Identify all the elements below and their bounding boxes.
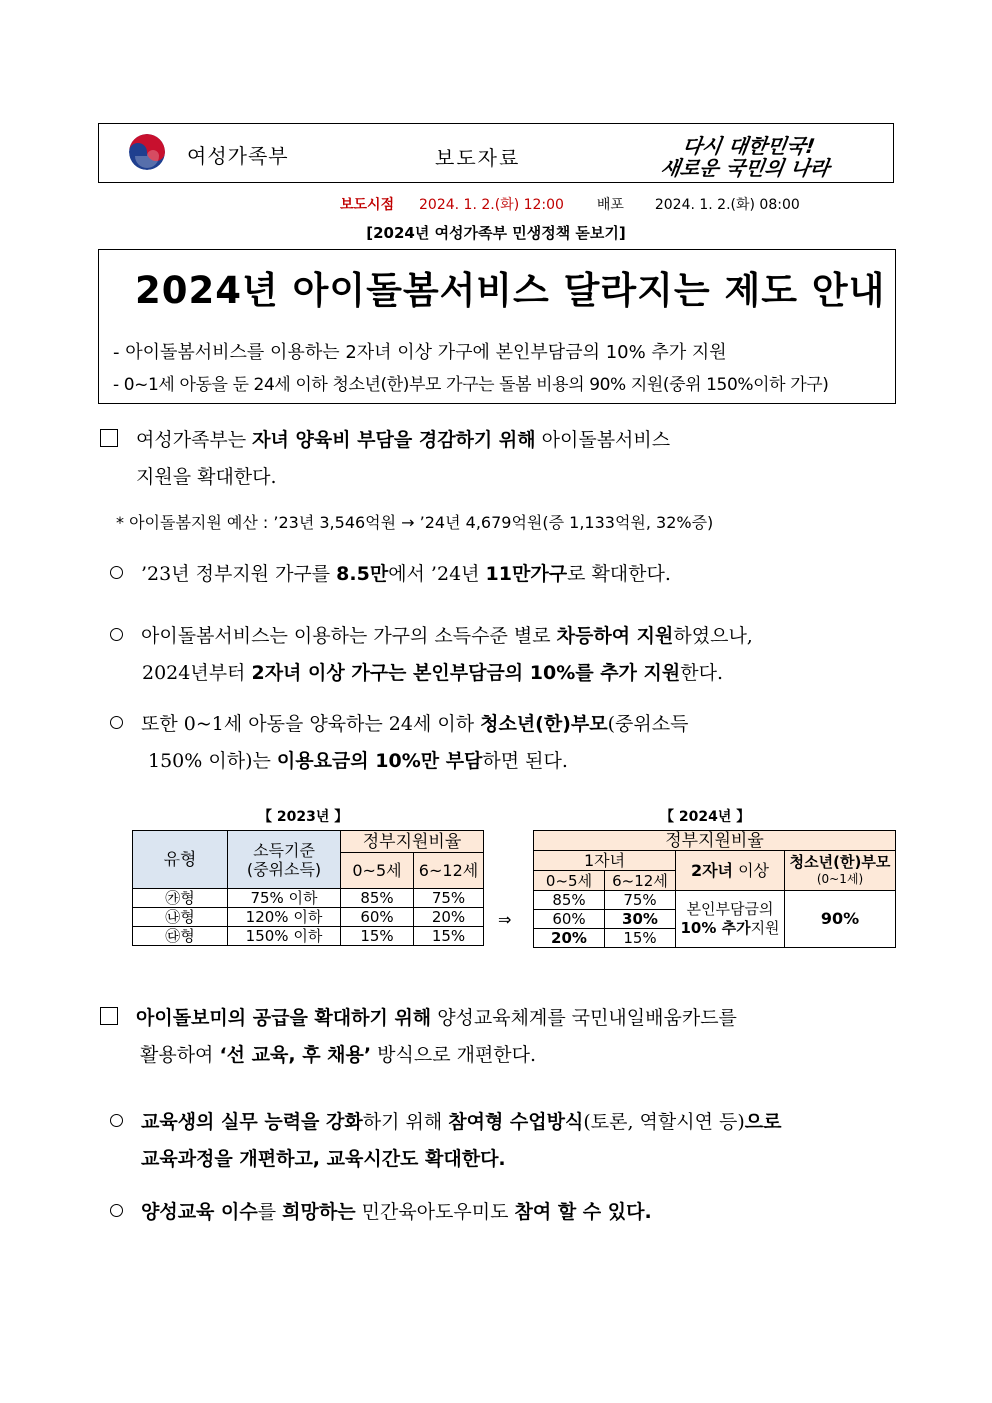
paragraph-3 <box>110 618 753 692</box>
table-row <box>133 908 484 927</box>
square-bullet-icon <box>100 429 118 447</box>
header-income: 소득기준 (중위소득) <box>228 831 341 889</box>
table-2023-label: 【 2023년 】 <box>258 809 349 825</box>
cell: 20% <box>414 908 484 927</box>
distribution-label: 배포 <box>596 197 624 213</box>
cell: 75% 이하 <box>228 889 341 908</box>
text-bold: 참여형 수업방식 <box>448 1111 584 1133</box>
budget-note: * 아이돌봄지원 예산 : ’23년 3,546억원 → ’24년 4,679억원(증 1,133억원, 32%증) <box>116 513 714 532</box>
text: 를 <box>257 1201 283 1223</box>
text: (0~1세) <box>816 872 864 886</box>
text-bold: 10% 추가 <box>680 919 751 937</box>
series-label: [2024년 여성가족부 민생정책 돋보기] <box>366 224 626 242</box>
text: 여성가족부는 <box>136 429 253 451</box>
cell: 15% <box>341 927 414 946</box>
slogan-line-1: 다시 대한민국! <box>681 134 817 158</box>
header-age-0-5: 0~5세 <box>341 853 414 889</box>
header-rate: 정부지원비율 <box>534 831 896 851</box>
text-bold: 청소년(한)부모 <box>480 713 608 735</box>
header-rate: 정부지원비율 <box>341 831 484 853</box>
text: 아이돌봄서비스 <box>535 429 671 451</box>
square-bullet-icon <box>100 1007 118 1025</box>
cell: 120% 이하 <box>228 908 341 927</box>
table-2024 <box>533 830 896 948</box>
cell: 75% <box>414 889 484 908</box>
text-bold: 자녀 양육비 부담을 경감하기 위해 <box>252 429 536 451</box>
paragraph-1 <box>100 422 670 496</box>
header-two-children <box>676 851 785 891</box>
title-box <box>98 249 896 404</box>
circle-bullet-icon <box>110 628 123 641</box>
cell: 150% 이하 <box>228 927 341 946</box>
arrow-icon: ⇒ <box>498 910 512 929</box>
text-bold: 으로 <box>744 1111 782 1133</box>
text: 아이돌봄서비스는 이용하는 가구의 소득수준 별로 <box>141 625 557 647</box>
header-one-child: 1자녀 <box>534 851 676 871</box>
header-box <box>98 123 894 183</box>
text-bold: 교육생의 실무 능력을 강화 <box>141 1111 363 1133</box>
text: 활용하여 <box>140 1044 220 1066</box>
text-bold: 양성교육 이수 <box>141 1201 258 1223</box>
cell: 60% <box>341 908 414 927</box>
cell: ㉮형 <box>133 889 228 908</box>
header-type: 유형 <box>133 831 228 889</box>
subtitle-1: - 아이돌봄서비스를 이용하는 2자녀 이상 가구에 본인부담금의 10% 추가 지원 <box>113 342 727 363</box>
ministry-name: 여성가족부 <box>187 144 289 168</box>
table-2023 <box>132 830 484 946</box>
text: 민간육아도우미도 <box>355 1201 515 1223</box>
table-2024-label: 【 2024년 】 <box>660 809 751 825</box>
header-youth-parent <box>785 851 896 891</box>
text-bold: 2자녀 이상 가구는 본인부담금의 10%를 추가 지원 <box>251 662 681 684</box>
paragraph-4 <box>110 706 688 780</box>
text: 2024년부터 <box>142 662 252 684</box>
text-bold: 11만가구 <box>485 563 568 585</box>
text-bold: 이용요금의 10%만 부담 <box>276 750 483 772</box>
text: 하면 된다. <box>482 750 568 772</box>
circle-bullet-icon <box>110 566 123 579</box>
text: 또한 0~1세 아동을 양육하는 24세 이하 <box>141 713 481 735</box>
text: 하기 위해 <box>362 1111 449 1133</box>
circle-bullet-icon <box>110 716 123 729</box>
text: 에서 ’24년 <box>388 563 486 585</box>
circle-bullet-icon <box>110 1204 123 1217</box>
release-date: 2024. 1. 2.(화) 12:00 <box>419 197 564 213</box>
text: 본인부담금의 <box>686 900 774 918</box>
paragraph-7 <box>110 1194 652 1231</box>
government-emblem-icon <box>129 134 165 170</box>
main-title: 2024년 아이돌봄서비스 달라지는 제도 안내 <box>135 269 886 312</box>
text-bold: 교육과정을 개편하고, 교육시간도 확대한다. <box>141 1148 506 1170</box>
text-bold: 희망하는 <box>282 1201 356 1223</box>
text: 양성교육체계를 국민내일배움카드를 <box>431 1007 737 1029</box>
distribution-date: 2024. 1. 2.(화) 08:00 <box>654 197 800 213</box>
text: 한다. <box>680 662 723 684</box>
cell: 75% <box>605 891 676 910</box>
text: 로 확대한다. <box>567 563 671 585</box>
cell: 30% <box>605 910 676 929</box>
header-age-6-12: 6~12세 <box>605 871 676 891</box>
text: 지원을 확대한다. <box>136 466 277 488</box>
release-label: 보도시점 <box>340 197 395 213</box>
table-row <box>534 891 896 910</box>
cell: 15% <box>605 929 676 948</box>
cell: 20% <box>534 929 605 948</box>
cell: ㉰형 <box>133 927 228 946</box>
slogan-logo <box>661 126 857 180</box>
text: 지원 <box>750 919 780 937</box>
cell: 60% <box>534 910 605 929</box>
header-age-6-12: 6~12세 <box>414 853 484 889</box>
text: (중위소득 <box>607 713 689 735</box>
cell: 85% <box>341 889 414 908</box>
subtitle-2: - 0~1세 아동을 둔 24세 이하 청소년(한)부모 가구는 돌봄 비용의 90% 지원(중위 150%이하 가구) <box>113 375 829 395</box>
cell: 85% <box>534 891 605 910</box>
text: 하였으나, <box>673 625 753 647</box>
text: 150% 이하)는 <box>148 750 277 772</box>
text: (토론, 역할시연 등) <box>583 1111 745 1133</box>
text-bold: 차등하여 지원 <box>556 625 674 647</box>
text-bold: 참여 할 수 있다. <box>514 1201 652 1223</box>
paragraph-2 <box>110 556 671 593</box>
youth-parent-rate-cell: 90% <box>785 891 896 948</box>
document-type: 보도자료 <box>435 146 521 170</box>
text-bold: 2자녀 <box>690 860 734 880</box>
cell: ㉯형 <box>133 908 228 927</box>
circle-bullet-icon <box>110 1114 123 1127</box>
text-bold: 8.5만 <box>336 563 389 585</box>
table-row <box>133 927 484 946</box>
slogan-line-2: 새로운 국민의 나라 <box>659 156 831 180</box>
header-age-0-5: 0~5세 <box>534 871 605 891</box>
paragraph-5 <box>100 1000 737 1074</box>
text-bold: 아이돌보미의 공급을 확대하기 위해 <box>136 1007 432 1029</box>
release-dates <box>340 194 800 214</box>
text-bold: ‘선 교육, 후 채용’ <box>219 1044 372 1066</box>
paragraph-6 <box>110 1104 782 1178</box>
text: 이상 <box>733 860 770 880</box>
cell: 15% <box>414 927 484 946</box>
text: ’23년 정부지원 가구를 <box>141 563 337 585</box>
text: 방식으로 개편한다. <box>371 1044 537 1066</box>
two-children-support-cell <box>676 891 785 948</box>
text-bold: 청소년(한)부모 <box>789 853 891 871</box>
table-row <box>133 889 484 908</box>
